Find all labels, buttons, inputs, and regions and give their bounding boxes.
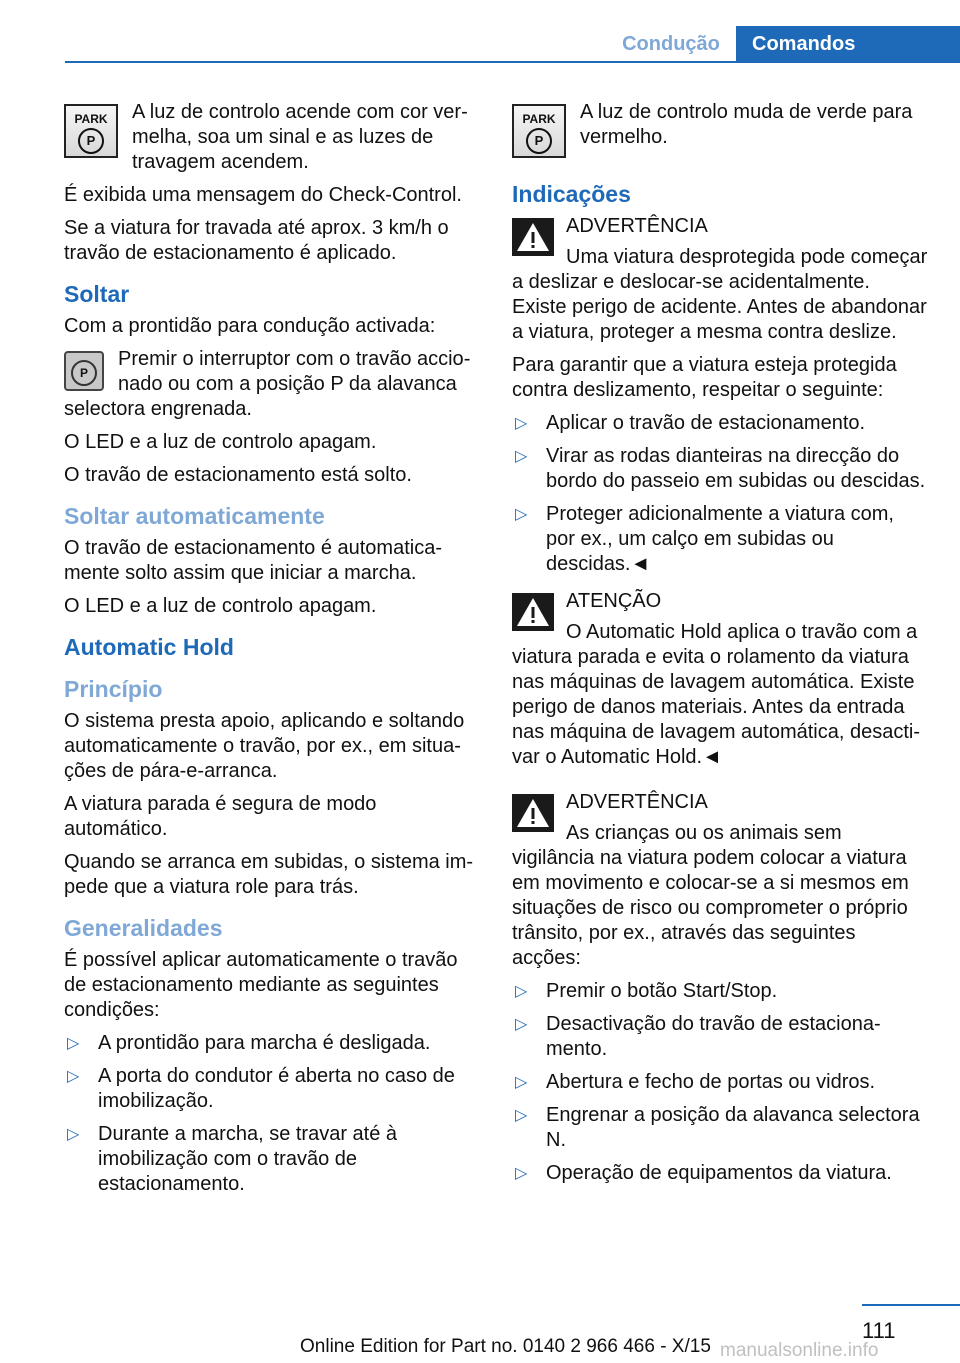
paragraph: O LED e a luz de controlo apagam.	[64, 431, 377, 453]
list-item-text: Aplicar o travão de estacionamento.	[546, 412, 866, 434]
triangle-bullet-icon: ▷	[515, 506, 528, 523]
paragraph: Quando se arranca em subidas, o sistema impede que a viatura role para trás.	[64, 851, 474, 898]
warning-block	[512, 214, 928, 353]
list-item-text: Operação de equipamentos da viatura.	[546, 1162, 892, 1184]
triangle-bullet-icon: ▷	[67, 1126, 80, 1143]
tab-conducao: Condução	[622, 33, 720, 55]
paragraph: A viatura parada é segura de modo automático.	[64, 793, 377, 840]
warning-icon	[512, 794, 554, 832]
actions-list	[512, 979, 928, 1186]
switch-block	[64, 347, 480, 430]
paragraph: Com a prontidão para condução activada:	[64, 315, 436, 337]
section-heading-soltar-automaticamente: Soltar automaticamente	[64, 503, 325, 529]
list-item-text: A prontidão para marcha é desligada.	[98, 1032, 431, 1054]
paragraph: É exibida uma mensagem do Check-Control.	[64, 184, 462, 206]
list-item-text: Premir o botão Start/Stop.	[546, 980, 778, 1002]
parking-brake-switch-icon	[64, 351, 104, 391]
list-item-text: A porta do condutor é aberta no caso de imobilização.	[98, 1065, 455, 1112]
switch-icon-symbol: P	[71, 360, 97, 386]
list-item	[64, 1122, 480, 1197]
triangle-bullet-icon: ▷	[515, 415, 528, 432]
park-icon-symbol: P	[78, 128, 104, 154]
paragraph: O travão de estacionamento está solto.	[64, 464, 412, 486]
precautions-list	[512, 411, 928, 577]
warning-icon	[512, 218, 554, 256]
park-indicator-block	[64, 100, 480, 183]
list-item-text: Virar as rodas dianteiras na direcção do bordo do passeio em subidas ou descidas.	[546, 445, 926, 492]
park-icon-label: PARK	[522, 112, 556, 126]
triangle-bullet-icon: ▷	[515, 1107, 528, 1124]
triangle-bullet-icon: ▷	[67, 1068, 80, 1085]
footer-rule	[862, 1304, 960, 1306]
park-indicator-block-right	[512, 100, 928, 158]
paragraph: A luz de controlo acende com cor vermelha, soa um sinal e as luzes de travagem acendem.	[132, 101, 468, 173]
page-header	[0, 0, 960, 62]
list-item-text: Desactivação do travão de estacionamento.	[546, 1013, 881, 1060]
section-heading-principio: Princípio	[64, 676, 163, 702]
triangle-bullet-icon: ▷	[515, 983, 528, 1000]
list-item	[512, 1161, 928, 1186]
header-rule	[65, 61, 960, 63]
warning-title: ADVERTÊNCIA	[566, 215, 708, 237]
warning-title: ATENÇÃO	[566, 590, 662, 612]
paragraph: Para garantir que a viatura esteja protegida contra deslizamento, respeitar o seguinte:	[512, 354, 897, 401]
caution-block	[512, 589, 928, 778]
watermark: manualsonline.info	[720, 1340, 879, 1361]
paragraph: O sistema presta apoio, aplicando e soltando automaticamente o travão, por ex., em situações de pára-e-arranca.	[64, 710, 465, 782]
list-item	[512, 979, 928, 1004]
left-column	[64, 100, 480, 1205]
triangle-bullet-icon: ▷	[67, 1035, 80, 1052]
online-edition-label: Online Edition for Part no. 0140 2 966 466 - X/15	[300, 1336, 711, 1357]
paragraph: Premir o interruptor com o travão accionado ou com a posição P da alavanca selectora engrenada.	[64, 348, 471, 420]
list-item-text: Abertura e fecho de portas ou vidros.	[546, 1071, 876, 1093]
triangle-bullet-icon: ▷	[515, 1016, 528, 1033]
triangle-bullet-icon: ▷	[515, 1074, 528, 1091]
section-heading-automatic-hold: Automatic Hold	[64, 634, 234, 660]
list-item	[64, 1064, 480, 1114]
warning-text: O Automatic Hold aplica o travão com a viatura parada e evita o rolamento da viatura nas máquinas de lavagem automática. Existe perigo de danos materiais. Antes da entrada nas máquina de lavagem automática, desactivar o Automatic Hold.◄	[512, 621, 921, 768]
list-item	[512, 1012, 928, 1062]
list-item-text: Proteger adicionalmente a viatura com, por ex., um calço em subidas ou descidas.◄	[546, 503, 894, 575]
right-column	[512, 100, 928, 1194]
park-brake-icon	[64, 104, 118, 158]
paragraph: A luz de controlo muda de verde para vermelho.	[580, 101, 913, 148]
list-item-text: Durante a marcha, se travar até à imobilização com o travão de estacionamento.	[98, 1123, 398, 1195]
warning-title: ADVERTÊNCIA	[566, 791, 708, 813]
list-item-text: Engrenar a posição da alavanca selectora N.	[546, 1104, 920, 1151]
section-heading-soltar: Soltar	[64, 281, 130, 307]
warning-icon	[512, 593, 554, 631]
page-number: 111	[862, 1318, 896, 1343]
park-icon-symbol: P	[526, 128, 552, 154]
paragraph: Se a viatura for travada até aprox. 3 km/h o travão de estacionamento é aplicado.	[64, 217, 449, 264]
conditions-list	[64, 1031, 480, 1197]
warning-text: Uma viatura desprotegida pode começar a deslizar e deslocar-se acidentalmente. Existe perigo de acidente. Antes de abandonar a viatura, proteger a mesma contra deslize.	[512, 246, 928, 343]
list-item	[512, 444, 928, 494]
triangle-bullet-icon: ▷	[515, 1165, 528, 1182]
list-item	[512, 1103, 928, 1153]
warning-text: As crianças ou os animais sem vigilância na viatura podem colocar a viatura em movimento e colocar-se a si mesmos em situações de risco ou comprometer o próprio trânsito, por ex., através das seguintes acções:	[512, 822, 909, 969]
list-item	[512, 411, 928, 436]
triangle-bullet-icon: ▷	[515, 448, 528, 465]
list-item	[512, 1070, 928, 1095]
list-item	[512, 502, 928, 577]
paragraph: O travão de estacionamento é automaticamente solto assim que iniciar a marcha.	[64, 537, 442, 584]
warning-block	[512, 790, 928, 979]
park-brake-icon	[512, 104, 566, 158]
section-heading-generalidades: Generalidades	[64, 915, 223, 941]
park-icon-label: PARK	[74, 112, 108, 126]
tab-comandos: Comandos	[736, 26, 960, 62]
paragraph: O LED e a luz de controlo apagam.	[64, 595, 377, 617]
list-item	[64, 1031, 480, 1056]
paragraph: É possível aplicar automaticamente o travão de estacionamento mediante as seguintes condições:	[64, 949, 458, 1021]
section-heading-indicacoes: Indicações	[512, 181, 631, 207]
